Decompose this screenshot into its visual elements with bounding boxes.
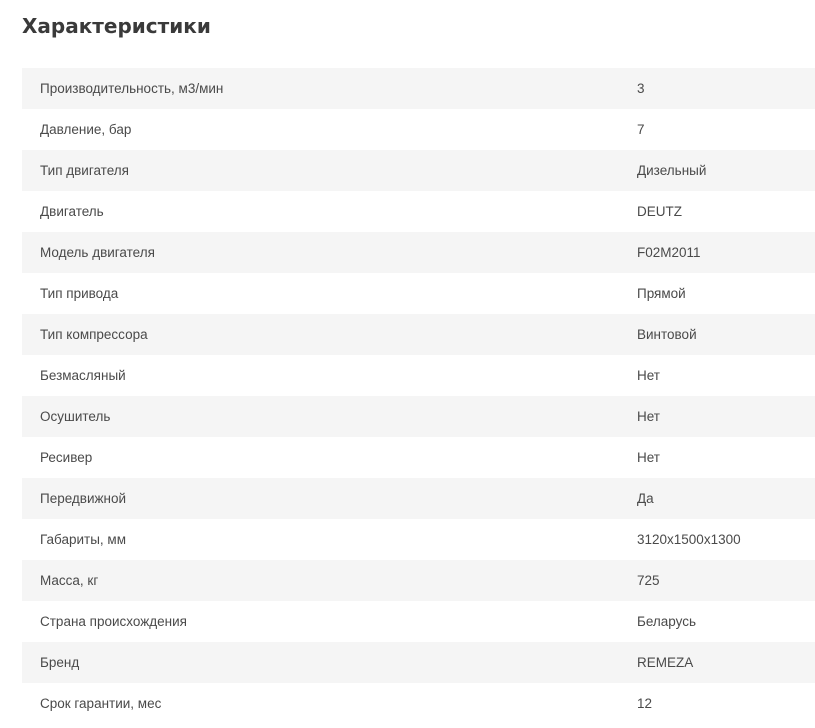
- spec-value: DEUTZ: [637, 204, 682, 219]
- spec-name: Модель двигателя: [40, 245, 155, 260]
- spec-name: Ресивер: [40, 450, 93, 465]
- spec-value: 725: [637, 573, 660, 588]
- spec-name: Тип двигателя: [40, 163, 129, 178]
- spec-row: [22, 232, 815, 273]
- spec-row: [22, 519, 815, 560]
- spec-name: Страна происхождения: [40, 614, 187, 629]
- spec-name: Срок гарантии, мес: [40, 696, 162, 711]
- spec-name: Тип компрессора: [40, 327, 148, 342]
- spec-value: Нет: [637, 450, 660, 465]
- spec-value: Нет: [637, 368, 660, 383]
- spec-value: 7: [637, 122, 645, 137]
- spec-row: [22, 273, 815, 314]
- spec-row: [22, 642, 815, 683]
- spec-row: [22, 355, 815, 396]
- spec-value: REMEZA: [637, 655, 694, 670]
- spec-name: Тип привода: [40, 286, 119, 301]
- spec-row: [22, 683, 815, 724]
- spec-name: Осушитель: [40, 409, 111, 424]
- spec-name: Двигатель: [40, 204, 104, 219]
- spec-name: Бренд: [40, 655, 80, 670]
- spec-value: Да: [637, 491, 654, 506]
- spec-row: [22, 601, 815, 642]
- spec-row: [22, 314, 815, 355]
- spec-row: [22, 68, 815, 109]
- spec-row: [22, 109, 815, 150]
- spec-row: [22, 150, 815, 191]
- spec-row: [22, 478, 815, 519]
- spec-value: Беларусь: [637, 614, 697, 629]
- spec-value: 12: [637, 696, 653, 711]
- specs-table: [22, 68, 815, 724]
- spec-value: Винтовой: [637, 327, 697, 342]
- spec-row: [22, 437, 815, 478]
- page-title: Характеристики: [22, 14, 211, 38]
- spec-name: Габариты, мм: [40, 532, 126, 547]
- spec-name: Масса, кг: [40, 573, 99, 588]
- spec-name: Передвижной: [40, 491, 127, 506]
- spec-name: Производительность, м3/мин: [40, 81, 224, 96]
- spec-row: [22, 191, 815, 232]
- spec-value: Дизельный: [637, 163, 707, 178]
- spec-value: Прямой: [637, 286, 686, 301]
- spec-value: F02M2011: [637, 245, 701, 260]
- spec-row: [22, 560, 815, 601]
- spec-value: 3120x1500x1300: [637, 532, 741, 547]
- spec-name: Безмасляный: [40, 368, 126, 383]
- spec-row: [22, 396, 815, 437]
- spec-name: Давление, бар: [40, 122, 132, 137]
- spec-value: Нет: [637, 409, 660, 424]
- spec-value: 3: [637, 81, 645, 96]
